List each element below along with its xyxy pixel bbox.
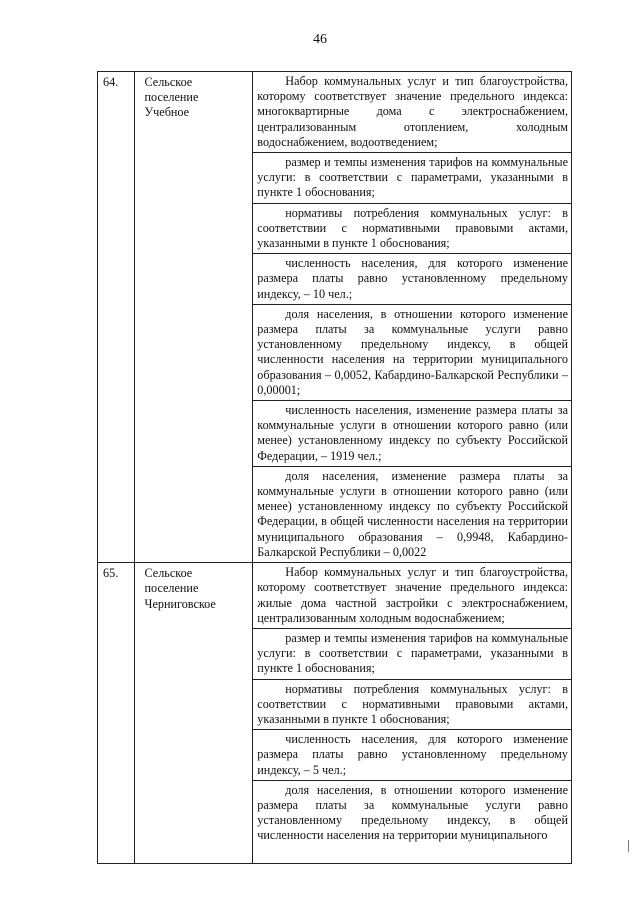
settlement-name xyxy=(134,563,253,864)
description-paragraph: численность населения, для которого изменение размера платы равно установленному предельному индексу, – 5 чел.; xyxy=(253,730,571,781)
description-paragraph: нормативы потребления коммунальных услуг: в соответствии с нормативными правовыми актами, указанными в пункте 1 обоснования; xyxy=(253,204,571,255)
description-paragraph: доля населения, изменение размера платы за коммунальные услуги в отношении которого равно (или менее) установленному индексу по субъекту Российской Федерации, в общей численности населения на территории муниципального образования – 0,9948, Кабардино-Балкарской Республики – 0,0022 xyxy=(257,468,568,559)
description-paragraph: Набор коммунальных услуг и тип благоустройства, которому соответствует значение предельного индекса: жилые дома частной застройки с электроснабжением, централизованным холодным водоснабжением; xyxy=(253,563,571,629)
document-table xyxy=(97,71,572,864)
description-cell xyxy=(253,72,572,563)
settlement-name-line: Сельское xyxy=(144,566,193,581)
settlement-name-line: поселение xyxy=(144,90,199,105)
description-paragraph: нормативы потребления коммунальных услуг: в соответствии с нормативными правовыми актами, указанными в пункте 1 обоснования; xyxy=(253,680,571,731)
description-paragraph: доля населения, в отношении которого изменение размера платы за коммунальные услуги равно установленному предельному индексу, в общей численности населения на территории муниципального образования – 0,0052, Кабардино-Балкарской Республики – 0,00001; xyxy=(253,305,571,401)
table-row xyxy=(98,72,572,563)
settlement-name-line: Черниговское xyxy=(144,596,216,611)
description-paragraph: доля населения, в отношении которого изменение размера платы за коммунальные услуги равно установленному предельному индексу, в общей численности населения на территории муниципального xyxy=(257,782,568,843)
description-paragraph: численность населения, изменение размера платы за коммунальные услуги в отношении которого равно (или менее) установленному индексу по субъекту Российской Федерации, – 1919 чел.; xyxy=(253,401,571,467)
description-paragraph: численность населения, для которого изменение размера платы равно установленному предельному индексу, – 10 чел.; xyxy=(253,254,571,305)
description-cell xyxy=(253,563,572,864)
page-number: 46 xyxy=(313,32,327,47)
table-row xyxy=(98,563,572,864)
row-number: 64. xyxy=(98,72,135,563)
description-paragraph: размер и темпы изменения тарифов на коммунальные услуги: в соответствии с параметрами, указанными в пункте 1 обоснования; xyxy=(253,153,571,204)
settlement-name-line: поселение xyxy=(144,581,199,596)
description-paragraph: размер и темпы изменения тарифов на коммунальные услуги: в соответствии с параметрами, указанными в пункте 1 обоснования; xyxy=(253,629,571,680)
description-paragraph: Набор коммунальных услуг и тип благоустройства, которому соответствует значение предельного индекса: многоквартирные дома с электроснабжением, централизованным отоплением, холодным водоснабжением, водоотведением; xyxy=(253,72,571,153)
settlement-name-line: Учебное xyxy=(144,105,190,120)
settlement-name-line: Сельское xyxy=(144,75,193,89)
row-number: 65. xyxy=(98,563,135,864)
settlement-name xyxy=(134,72,253,563)
scan-artifact xyxy=(628,840,634,852)
